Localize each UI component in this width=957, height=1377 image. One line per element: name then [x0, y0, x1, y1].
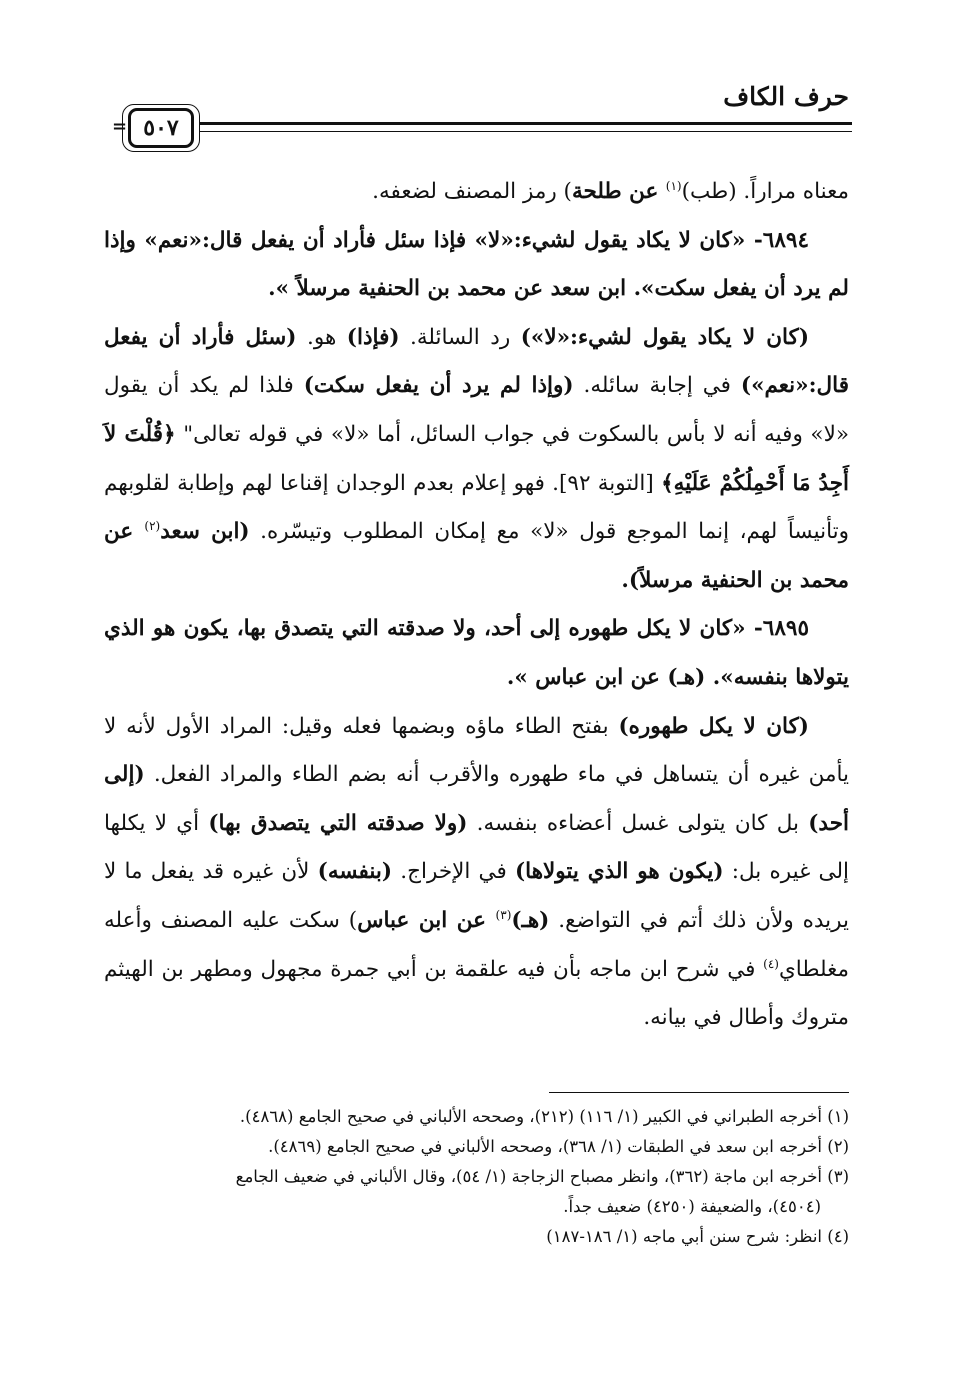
quran-verse: ﴿قُلْتَ لاَ أَجِدُ مَا أَحْمِلُكُمْ عَلَيْهِ﴾: [104, 421, 849, 496]
footnote-4: (٤) انظر: شرح سنن أبي ماجه (١/ ١٨٦-١٨٧): [546, 1227, 849, 1246]
main-text: [104, 168, 849, 1043]
footnote-ref-2[interactable]: (٢): [144, 519, 161, 533]
footnote-ref-3[interactable]: (٣): [495, 907, 512, 922]
chapter-title: حرف الكاف: [723, 82, 849, 111]
commentary-6894: (كان لا يكاد يقول لشيء:«لا») رد السائلة. (فإذا) هو. (سئل فأراد أن يفعل قال:«نعم») في إجابة سائله. (وإذا لم يرد أن يفعل سكت) فلذا لم يكد أن يقول «لا» وفيه أنه لا بأس بالسكوت في جواب السائل، أما «لا» في قوله تعالى" ﴿قُلْتَ لاَ أَجِدُ مَا أَحْمِلُكُمْ عَلَيْهِ﴾ [التوبة ٩٢]. فهو إعلام بعدم الوجدان إقناعا لهم وإطابة لقلوبهم وتأنيساً لهم، إنما الموجع قول «لا» مع إمكان المطلوب وتيسّره. (ابن سعد$^{(٢)}$ عن محمد بن الحنفية مرسلاً).: [104, 324, 849, 593]
header-rule-thick: [200, 122, 852, 125]
page-number: ٥٠٧: [128, 108, 194, 148]
footnote-3-continued: (٤٥٠٤)، والضعيفة (٤٢٥٠) ضعيف جداً.: [563, 1197, 821, 1216]
footnote-ref-4[interactable]: (٤): [763, 956, 779, 971]
header-ornament: =: [112, 116, 128, 137]
header-rule-thin: [200, 131, 852, 132]
hadith-6895: ٦٨٩٥- «كان لا يكل طهوره إلى أحد، ولا صدقته التي يتصدق بها، يكون هو الذي يتولاها بنفسه». (هـ) عن ابن عباس ».: [104, 616, 849, 690]
hadith-6894: ٦٨٩٤- «كان لا يكاد يقول لشيء:«لا» فإذا سئل فأراد أن يفعل قال:«نعم» وإذا لم يرد أن يفعل سكت». ابن سعد عن محمد بن الحنفية مرسلاً ».: [104, 227, 849, 302]
footnote-2: (٢) أخرجه ابن سعد في الطبقات (١/ ٣٦٨)، وصححه الألباني في صحيح الجامع (٤٨٦٩).: [268, 1137, 849, 1156]
footnote-3: (٣) أخرجه ابن ماجة (٣٦٢)، وانظر مصباح الزجاجة (١/ ٥٤)، وقال الألباني في ضعيف الجامع: [235, 1167, 849, 1186]
footnote-ref-1[interactable]: (١): [665, 178, 682, 193]
footnotes: [104, 1102, 849, 1252]
footnote-1: (١) أخرجه الطبراني في الكبير (١/ ١١٦) (٢١٢)، وصححه الألباني في صحيح الجامع (٤٨٦٨).: [239, 1107, 849, 1126]
paragraph-1: معناه مراراً. (طب)$^{(١)}$ عن طلحة) رمز المصنف لضعفه.: [372, 178, 849, 204]
commentary-6895: (كان لا يكل طهوره) بفتح الطاء ماؤه وبضمها فعله وقيل: المراد الأول لأنه لا يأمن غيره أن يتساهل في ماء طهوره والأقرب أنه بضم الطاء والمراد الفعل. (إلى أحد) بل كان يتولى غسل أعضاءه بنفسه. (ولا صدقته التي يتصدق بها) أي لا يكلها إلى غيره بل: (يكون هو الذي يتولاها) في الإخراج. (بنفسه) لأن غيره قد يفعل ما لا يريده ولأن ذلك أتم في التواضع. (هـ)$^{(٣)}$ عن ابن عباس) سكت عليه المصنف وأعله مغلطاي$^{(٤)}$ في شرح ابن ماجه بأن فيه علقمة بن أبي جمرة مجهول ومطهر بن الهيثم متروك وأطال في بيانه.: [104, 713, 850, 1031]
footnote-separator: [549, 1092, 849, 1093]
